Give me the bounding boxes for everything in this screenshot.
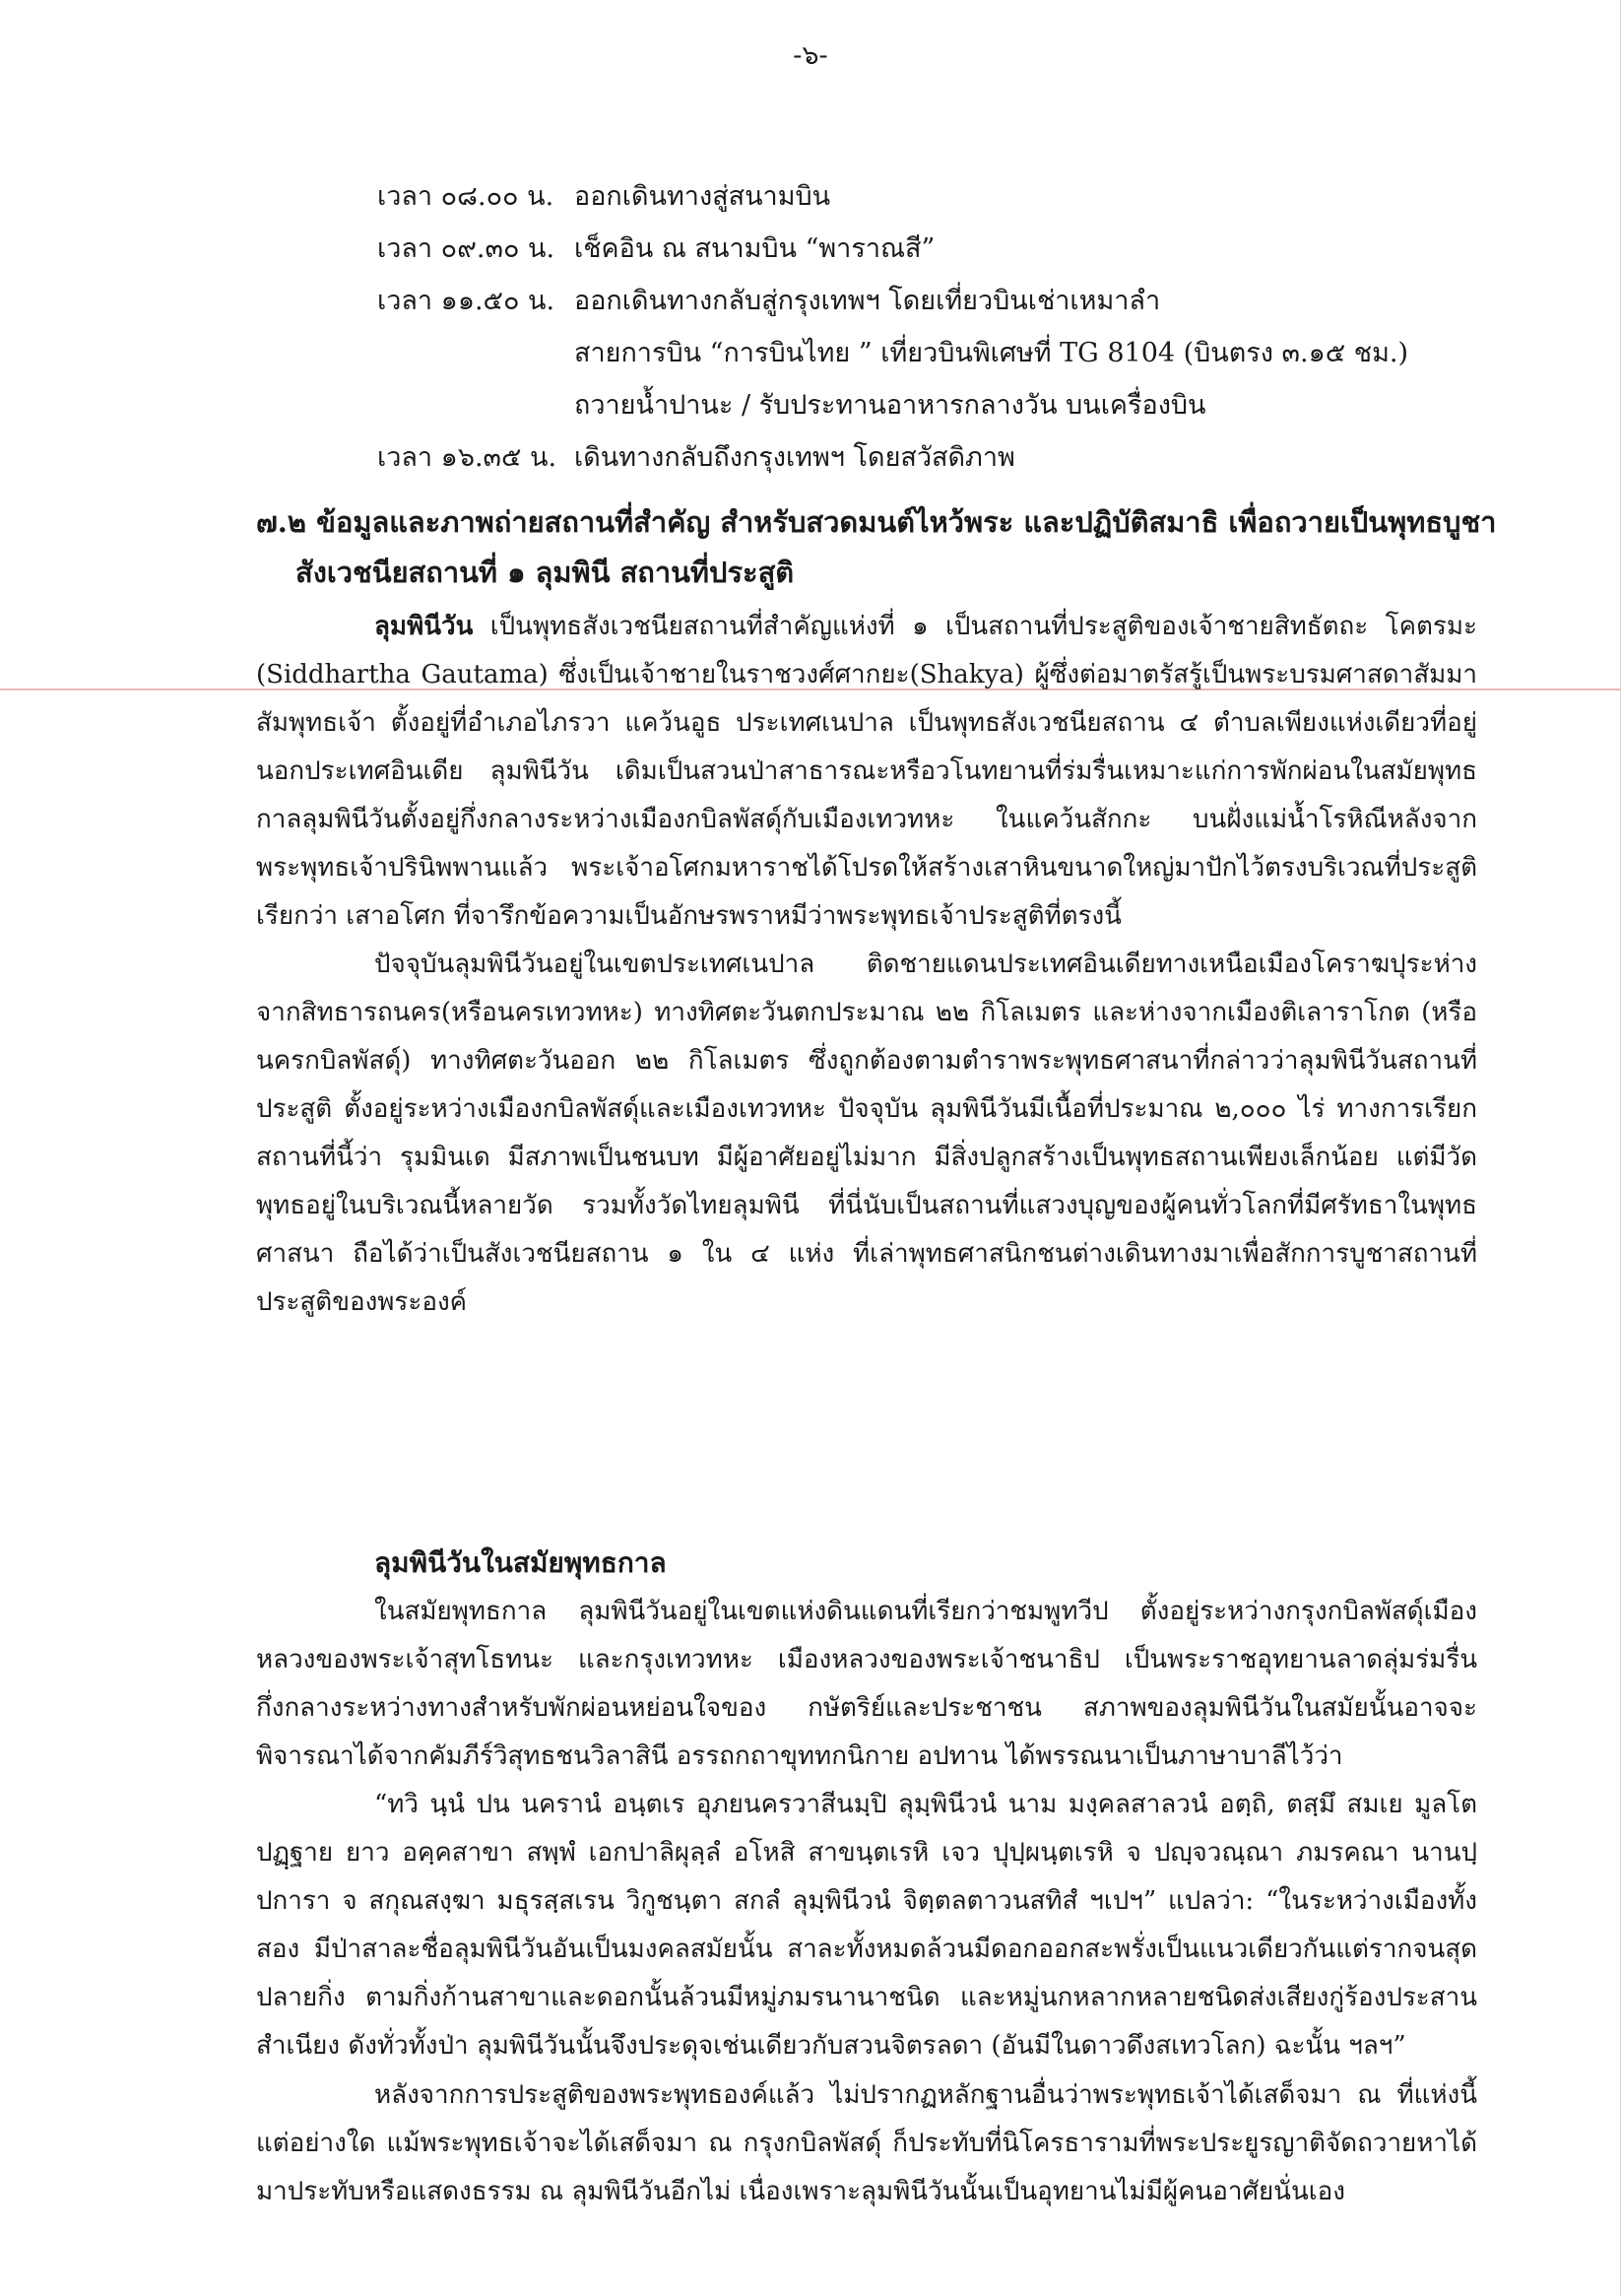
schedule-row bbox=[377, 430, 1539, 483]
paragraph-buddha-era: ในสมัยพุทธกาล ลุมพินีวันอยู่ในเขตแห่งดินแดนที่เรียกว่าชมพูทวีป ตั้งอยู่ระหว่างกรุงกบิลพัสดุ์เมืองหลวงของพระเจ้าสุทโธทนะ และกรุงเทวทหะ เมืองหลวงของพระเจ้าชนาธิป เป็นพระราชอุทยานลาดลุ่มร่มรื่นกึ่งกลางระหว่างทางสำหรับพักผ่อนหย่อนใจของ กษัตริย์และประชาชน สภาพของลุมพินีวันในสมัยนั้นอาจจะพิจารณาได้จากคัมภีร์วิสุทธชนวิลาสินี อรรถกถาขุททกนิกาย อปทาน ได้พรรณนาเป็นภาษาบาลีไว้ว่า bbox=[256, 1597, 1477, 1771]
schedule-time: เวลา ๐๘.๐๐ น. bbox=[377, 181, 554, 212]
schedule-row bbox=[377, 326, 1539, 378]
paragraph-pali-quote: “ทวิ นฺนํ ปน นครานํ อนฺตเร อุภยนครวาสีนมฺปิ ลุมฺพินีวนํ นาม มงฺคลสาลวนํ อตฺถิ, ตสฺมึ สมเย มูลโต ปฏฺฐาย ยาว อคฺคสาขา สพฺพํ เอกปาลิผุลฺลํ อโหสิ สาขนฺตเรหิ เจว ปุปฺผนฺตเรหิ จ ปญฺจวณฺณา ภมรคณา นานปฺปการา จ สกุณสงฺฆา มธุรสฺสเรน วิกูชนฺตา สกลํ ลุมฺพินีวนํ จิตฺตลตาวนสทิสํ ฯเปฯ” แปลว่า: “ในระหว่างเมืองทั้งสอง มีป่าสาละชื่อลุมพินีวันอันเป็นมงคลสมัยนั้น สาละทั้งหมดล้วนมีดอกออกสะพรั่งเป็นแนวเดียวกันแต่รากจนสุดปลายกิ่ง ตามกิ่งก้านสาขาและดอกนั้นล้วนมีหมู่ภมรนานาชนิด และหมู่นกหลากหลายชนิดส่งเสียงกู่ร้องประสานสำเนียง ดังทั่วทั้งป่า ลุมพินีวันนั้นจึงประดุจเช่นเดียวกับสวนจิตรลดา (อันมีในดาวดึงสเทวโลก) ฉะนั้น ฯลฯ” bbox=[256, 1790, 1477, 2061]
schedule-time: เวลา ๑๖.๓๕ น. bbox=[377, 442, 557, 473]
sub-heading: สังเวชนียสถานที่ ๑ ลุมพินี สถานที่ประสูติ bbox=[295, 556, 795, 589]
schedule-list bbox=[377, 169, 1539, 483]
paragraph-lumbini-present: ปัจจุบันลุมพินีวันอยู่ในเขตประเทศเนปาล ติดชายแดนประเทศอินเดียทางเหนือเมืองโคราฆปุระห่างจากสิทธารถนคร(หรือนครเทวทหะ) ทางทิศตะวันตกประมาณ ๒๒ กิโลเมตร และห่างจากเมืองติเลาราโกต (หรือนครกบิลพัสดุ์) ทางทิศตะวันออก ๒๒ กิโลเมตร ซึ่งถูกต้องตามตำราพระพุทธศาสนาที่กล่าวว่าลุมพินีวันสถานที่ประสูติ ตั้งอยู่ระหว่างเมืองกบิลพัสดุ์และเมืองเทวทหะ ปัจจุบัน ลุมพินีวันมีเนื้อที่ประมาณ ๒,๐๐๐ ไร่ ทางการเรียกสถานที่นี้ว่า รุมมินเด มีสภาพเป็นชนบท มีผู้อาศัยอยู่ไม่มาก มีสิ่งปลูกสร้างเป็นพุทธสถานเพียงเล็กน้อย แต่มีวัดพุทธอยู่ในบริเวณนี้หลายวัด รวมทั้งวัดไทยลุมพินี ที่นี่นับเป็นสถานที่แสวงบุญของผู้คนทั่วโลกที่มีศรัทธาในพุทธศาสนา ถือได้ว่าเป็นสังเวชนียสถาน ๑ ใน ๔ แห่ง ที่เล่าพุทธศาสนิกชนต่างเดินทางมาเพื่อสักการบูชาสถานที่ประสูติของพระองค์ bbox=[256, 950, 1477, 1317]
schedule-text: เดินทางกลับถึงกรุงเทพฯ โดยสวัสดิภาพ bbox=[574, 442, 1015, 473]
paragraph-lumbini-intro bbox=[256, 603, 1477, 941]
schedule-row bbox=[377, 169, 1539, 222]
paragraph-after-birth: หลังจากการประสูติของพระพุทธองค์แล้ว ไม่ปรากฏหลักฐานอื่นว่าพระพุทธเจ้าได้เสด็จมา ณ ที่แห่งนี้แต่อย่างใด แม้พระพุทธเจ้าจะได้เสด็จมา ณ กรุงกบิลพัสดุ์ ก็ประทับที่นิโครธารามที่พระประยูรญาติจัดถวายหาได้มาประทับหรือแสดงธรรม ณ ลุมพินีวันอีกไม่ เนื่องเพราะลุมพินีวันนั้นเป็นอุทยานไม่มีผู้คนอาศัยนั่นเอง bbox=[256, 2080, 1477, 2206]
schedule-text: ออกเดินทางกลับสู่กรุงเทพฯ โดยเที่ยวบินเช่าเหมาลำ bbox=[574, 286, 1161, 316]
schedule-time: เวลา ๐๙.๓๐ น. bbox=[377, 233, 555, 264]
schedule-text: เช็คอิน ณ สนามบิน “พาราณสี” bbox=[574, 233, 936, 264]
schedule-time: เวลา ๑๑.๕๐ น. bbox=[377, 286, 555, 316]
section-heading: ๗.๒ ข้อมูลและภาพถ่ายสถานที่สำคัญ สำหรับสวดมนต์ไหว้พระ และปฏิบัติสมาธิ เพื่อถวายเป็นพุทธบูชา bbox=[256, 505, 1497, 539]
schedule-row bbox=[377, 274, 1539, 326]
page-number: -๖- bbox=[793, 40, 828, 71]
schedule-text: สายการบิน “การบินไทย ” เที่ยวบินพิเศษที่ TG 8104 (บินตรง ๓.๑๕ ชม.) bbox=[574, 338, 1408, 368]
schedule-text: ถวายน้ำปานะ / รับประทานอาหารกลางวัน บนเครื่องบิน bbox=[574, 390, 1206, 421]
paragraph-lead: ลุมพินีวัน bbox=[374, 612, 474, 641]
subsection-heading: ลุมพินีวันในสมัยพุทธกาล bbox=[374, 1546, 667, 1579]
schedule-row bbox=[377, 222, 1539, 274]
schedule-text: ออกเดินทางสู่สนามบิน bbox=[574, 181, 831, 212]
schedule-row bbox=[377, 378, 1539, 430]
paragraph-text: เป็นพุทธสังเวชนียสถานที่สำคัญแห่งที่ ๑ เป็นสถานที่ประสูติของเจ้าชายสิทธัตถะ โคตรมะ (Siddhartha Gautama) ซึ่งเป็นเจ้าชายในราชวงศ์ศากยะ(Shakya) ผู้ซึ่งต่อมาตรัสรู้เป็นพระบรมศาสดาสัมมาสัมพุทธเจ้า ตั้งอยู่ที่อำเภอไภรวา แคว้นอูธ ประเทศเนปาล เป็นพุทธสังเวชนียสถาน ๔ ตำบลเพียงแห่งเดียวที่อยู่นอกประเทศอินเดีย ลุมพินีวัน เดิมเป็นสวนป่าสาธารณะหรือวโนทยานที่ร่มรื่นเหมาะแก่การพักผ่อนในสมัยพุทธกาลลุมพินีวันตั้งอยู่กึ่งกลางระหว่างเมืองกบิลพัสดุ์กับเมืองเทวทหะ ในแคว้นสักกะ บนฝั่งแม่น้ำโรหิณีหลังจากพระพุทธเจ้าปรินิพพานแล้ว พระเจ้าอโศกมหาราชได้โปรดให้สร้างเสาหินขนาดใหญ่มาปักไว้ตรงบริเวณที่ประสูติ เรียกว่า เสาอโศก ที่จารึกข้อความเป็นอักษรพราหมีว่าพระพุทธเจ้าประสูติที่ตรงนี้ bbox=[256, 612, 1477, 931]
